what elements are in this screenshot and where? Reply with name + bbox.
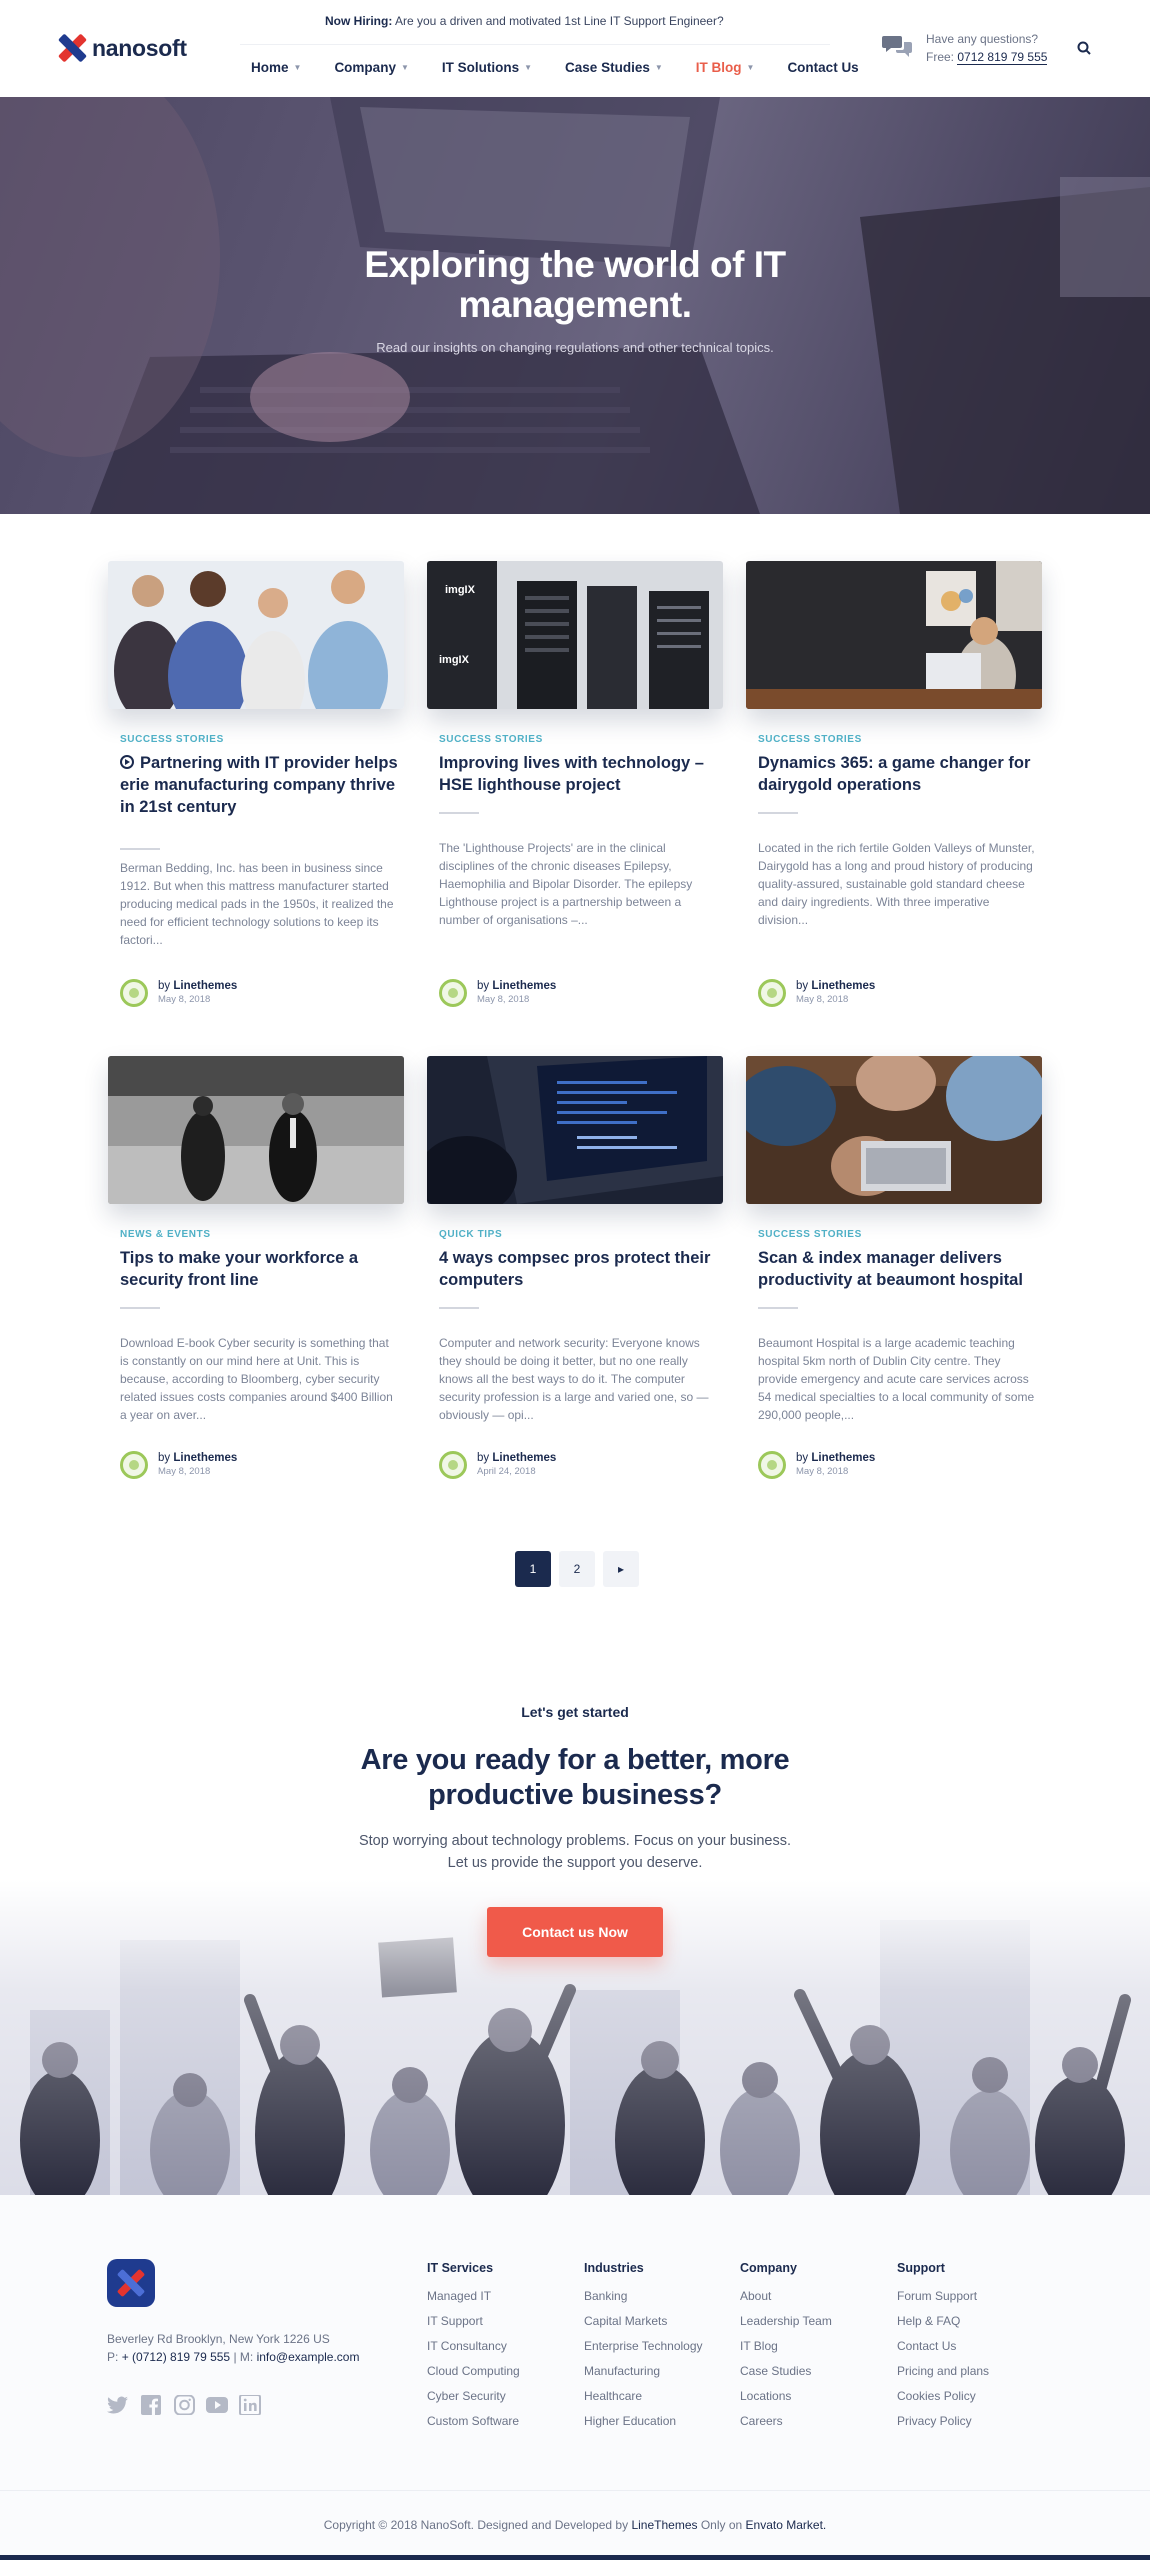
image-label: imgIX bbox=[439, 654, 469, 666]
logo-mark-icon bbox=[57, 33, 87, 63]
footer-col-title: Company bbox=[740, 2261, 797, 2275]
pagination bbox=[515, 1551, 647, 1587]
nav-contact-us[interactable] bbox=[787, 60, 858, 75]
header-phone[interactable]: 0712 819 79 555 bbox=[957, 50, 1048, 64]
social-links bbox=[107, 2395, 272, 2415]
post-author bbox=[758, 1451, 875, 1479]
cta-text-line: Let us provide the support you deserve. bbox=[447, 1855, 703, 1871]
footer-divider bbox=[0, 2490, 1150, 2491]
post-author bbox=[758, 979, 875, 1007]
play-circle-icon bbox=[120, 755, 134, 769]
by-label: by bbox=[796, 1452, 809, 1464]
post-excerpt: Beaumont Hospital is a large academic teaching hospital 5km north of Dublin City centre. They provide emergency and acute care services across 54 medical specialties to a local community of some 290,000 people,... bbox=[758, 1336, 1035, 1422]
footer-link[interactable]: Manufacturing bbox=[584, 2364, 661, 2378]
footer-link[interactable]: Cyber Security bbox=[427, 2389, 506, 2403]
nav-it-solutions-label: IT Solutions bbox=[441, 60, 520, 75]
footer-link[interactable]: Cloud Computing bbox=[427, 2364, 520, 2378]
image-label: imgIX bbox=[445, 584, 475, 596]
logo-text: nanosoft bbox=[92, 34, 187, 61]
post-category[interactable]: SUCCESS STORIES bbox=[439, 734, 543, 745]
footer-address bbox=[107, 2330, 359, 2366]
avatar bbox=[120, 1451, 148, 1479]
author-line bbox=[158, 980, 237, 993]
header-divider bbox=[240, 44, 830, 45]
post-excerpt: Computer and network security: Everyone knows they should be doing it better, but no one really knows all the best ways to do it. The computer security profession is a large and varied one, so — obviously — opi... bbox=[439, 1336, 709, 1422]
post-author bbox=[439, 979, 556, 1007]
avatar bbox=[439, 1451, 467, 1479]
hero-subtitle: Read our insights on changing regulations and other technical topics. bbox=[376, 340, 774, 355]
footer-link[interactable]: Pricing and plans bbox=[897, 2364, 990, 2378]
hero-title: Exploring the world of IT management. bbox=[364, 244, 786, 325]
linethemes-link[interactable]: LineThemes bbox=[631, 2518, 698, 2532]
footer-link[interactable]: IT Blog bbox=[740, 2339, 778, 2353]
author-meta bbox=[477, 980, 556, 1006]
post-image[interactable] bbox=[746, 561, 1042, 709]
post-image[interactable] bbox=[108, 561, 404, 709]
post-title[interactable]: Scan & index manager delivers productivity at beaumont hospital bbox=[758, 1249, 1023, 1289]
cta-text-line: Stop worrying about technology problems. Focus on your business. bbox=[358, 1833, 791, 1849]
post-excerpt: The 'Lighthouse Projects' are in the clinical disciplines of the chronic diseases Epilepsy, Haemophilia and Bipolar Disorder. The epilepsy Lighthouse project is a partnership between a number of organisations –... bbox=[439, 841, 693, 927]
title-underline bbox=[758, 812, 798, 814]
hiring-banner[interactable] bbox=[325, 14, 724, 28]
search-icon[interactable] bbox=[1077, 41, 1091, 55]
author-line bbox=[796, 1452, 875, 1465]
footer-email[interactable]: info@example.com bbox=[256, 2350, 360, 2364]
business-people-walking-photo bbox=[108, 1056, 404, 1204]
post-author bbox=[439, 1451, 556, 1479]
chevron-down-icon: ▼ bbox=[293, 63, 302, 72]
phone-line bbox=[926, 48, 1047, 66]
post-title[interactable]: 4 ways compsec pros protect their computers bbox=[439, 1249, 711, 1289]
chat-bubbles-icon bbox=[882, 33, 912, 59]
footer-col-title: IT Services bbox=[427, 2261, 494, 2275]
footer-link[interactable]: Leadership Team bbox=[740, 2314, 832, 2328]
footer-link[interactable]: Locations bbox=[740, 2389, 792, 2403]
post-category[interactable]: NEWS & EVENTS bbox=[120, 1229, 211, 1240]
post-title[interactable]: Improving lives with technology – HSE lighthouse project bbox=[439, 754, 704, 794]
page-2-button[interactable]: 2 bbox=[559, 1551, 595, 1587]
by-label: by bbox=[158, 980, 171, 992]
nav-it-solutions[interactable] bbox=[442, 60, 532, 75]
footer-link[interactable]: Capital Markets bbox=[584, 2314, 668, 2328]
author-line bbox=[477, 980, 556, 993]
phone-prefix: Free: bbox=[926, 50, 955, 64]
instagram-icon[interactable] bbox=[173, 2395, 195, 2415]
author-name[interactable]: Linethemes bbox=[811, 1452, 876, 1464]
post-category[interactable]: SUCCESS STORIES bbox=[758, 734, 862, 745]
by-label: by bbox=[477, 980, 490, 992]
post-date: May 8, 2018 bbox=[477, 994, 530, 1005]
footer-link[interactable]: Custom Software bbox=[427, 2414, 520, 2428]
footer-col-title: Support bbox=[897, 2261, 945, 2275]
nav-it-blog[interactable] bbox=[696, 60, 755, 75]
contact-us-button[interactable]: Contact us Now bbox=[487, 1907, 663, 1957]
author-line bbox=[796, 980, 875, 993]
questions-label: Have any questions? bbox=[926, 32, 1039, 46]
by-label: by bbox=[158, 1452, 171, 1464]
page-1-button[interactable]: 1 bbox=[515, 1551, 551, 1587]
author-name[interactable]: Linethemes bbox=[811, 980, 876, 992]
main-nav bbox=[251, 60, 892, 75]
chevron-down-icon: ▼ bbox=[654, 63, 663, 72]
footer-link[interactable]: Help & FAQ bbox=[897, 2314, 961, 2328]
by-label: by bbox=[477, 1452, 490, 1464]
post-author bbox=[120, 1451, 237, 1479]
author-meta bbox=[796, 980, 875, 1006]
footer-phone[interactable]: + (0712) 819 79 555 bbox=[121, 2350, 231, 2364]
footer-link[interactable]: Managed IT bbox=[427, 2289, 492, 2303]
footer-link[interactable]: Case Studies bbox=[740, 2364, 812, 2378]
post-date: April 24, 2018 bbox=[477, 1466, 536, 1477]
avatar bbox=[439, 979, 467, 1007]
post-title[interactable]: Dynamics 365: a game changer for dairygold operations bbox=[758, 754, 1031, 794]
bottom-bar bbox=[0, 2555, 1150, 2560]
post-title[interactable]: Tips to make your workforce a security front line bbox=[120, 1249, 359, 1289]
footer-link[interactable]: Careers bbox=[740, 2414, 783, 2428]
triangle-right-icon: ▸ bbox=[617, 1562, 625, 1576]
footer-link[interactable]: Forum Support bbox=[897, 2289, 978, 2303]
hero-banner bbox=[0, 97, 1150, 514]
footer-link[interactable]: Healthcare bbox=[584, 2389, 643, 2403]
footer-link[interactable]: Privacy Policy bbox=[897, 2414, 972, 2428]
laptop-code-photo bbox=[427, 1056, 723, 1204]
post-excerpt: Located in the rich fertile Golden Valleys of Munster, Dairygold has a long and proud history of producing quality-assured, sustainable gold standard cheese and dairy ingredients. With three imperative division... bbox=[758, 841, 1035, 927]
footer-link[interactable]: IT Consultancy bbox=[427, 2339, 507, 2353]
footer-link[interactable]: Contact Us bbox=[897, 2339, 957, 2353]
post-title[interactable] bbox=[120, 752, 400, 818]
post-category[interactable]: SUCCESS STORIES bbox=[758, 1229, 862, 1240]
hiring-label: Now Hiring: bbox=[325, 14, 393, 28]
footer-link[interactable]: Higher Education bbox=[584, 2414, 677, 2428]
nav-home-label: Home bbox=[251, 60, 289, 75]
chevron-down-icon: ▼ bbox=[746, 63, 755, 72]
post-image[interactable] bbox=[427, 1056, 723, 1204]
author-meta bbox=[796, 1452, 875, 1478]
title-underline bbox=[439, 1307, 479, 1309]
youtube-icon[interactable] bbox=[206, 2395, 228, 2415]
post-date: May 8, 2018 bbox=[796, 1466, 849, 1477]
footer-link[interactable]: Enterprise Technology bbox=[584, 2339, 703, 2353]
avatar bbox=[758, 979, 786, 1007]
nav-it-blog-label: IT Blog bbox=[695, 60, 742, 75]
avatar bbox=[758, 1451, 786, 1479]
post-category[interactable]: SUCCESS STORIES bbox=[120, 734, 224, 745]
hands-on-laptop-photo bbox=[746, 1056, 1042, 1204]
by-label: by bbox=[796, 980, 809, 992]
post-date: May 8, 2018 bbox=[158, 1466, 211, 1477]
footer-link[interactable]: IT Support bbox=[427, 2314, 483, 2328]
twitter-icon[interactable] bbox=[107, 2395, 129, 2415]
title-underline bbox=[758, 1307, 798, 1309]
site-footer bbox=[0, 2195, 1150, 2560]
cta-text bbox=[300, 1830, 850, 1874]
post-excerpt: Berman Bedding, Inc. has been in business since 1912. But when this mattress manufacturer started producing medical pads in the 1950s, it realized the need for efficient technology solutions to keep its factori... bbox=[120, 861, 394, 947]
facebook-icon[interactable] bbox=[140, 2395, 162, 2415]
author-line bbox=[477, 1452, 556, 1465]
address-line: Beverley Rd Brooklyn, New York 1226 US bbox=[107, 2332, 330, 2346]
footer-col-it-services bbox=[427, 2261, 520, 2434]
author-name[interactable]: Linethemes bbox=[173, 980, 238, 992]
post-image[interactable] bbox=[746, 1056, 1042, 1204]
post-image[interactable] bbox=[427, 561, 723, 709]
title-underline bbox=[120, 848, 160, 850]
author-name[interactable]: Linethemes bbox=[492, 1452, 557, 1464]
copyright-text: Copyright © 2018 NanoSoft. Designed and Developed by bbox=[323, 2518, 629, 2532]
author-name[interactable]: Linethemes bbox=[173, 1452, 238, 1464]
contact-line bbox=[107, 2348, 359, 2366]
team-thumbs-up-photo bbox=[108, 561, 404, 709]
author-name[interactable]: Linethemes bbox=[492, 980, 557, 992]
envato-market-link[interactable]: Envato Market. bbox=[745, 2518, 827, 2532]
site-header bbox=[0, 0, 1150, 97]
author-meta bbox=[158, 1452, 237, 1478]
nav-contact-us-label: Contact Us bbox=[787, 60, 859, 75]
footer-col-title: Industries bbox=[584, 2261, 644, 2275]
post-date: May 8, 2018 bbox=[158, 994, 211, 1005]
phone-label: P: bbox=[107, 2350, 119, 2364]
man-at-laptop-photo bbox=[746, 561, 1042, 709]
post-excerpt: Download E-book Cyber security is something that is constantly on our mind here at Unit. This is because, according to Bloomberg, cyber security related issues costs companies around $400 Billion a year on aver... bbox=[120, 1336, 393, 1422]
cta-kicker: Let's get started bbox=[521, 1704, 629, 1720]
post-author bbox=[120, 979, 237, 1007]
footer-col-support bbox=[897, 2261, 989, 2434]
hiring-text: Are you a driven and motivated 1st Line IT Support Engineer? bbox=[395, 14, 724, 28]
post-image[interactable] bbox=[108, 1056, 404, 1204]
chevron-down-icon: ▼ bbox=[524, 63, 533, 72]
logo[interactable] bbox=[57, 33, 187, 63]
avatar bbox=[120, 979, 148, 1007]
nav-home[interactable] bbox=[251, 60, 301, 75]
linkedin-icon[interactable] bbox=[239, 2395, 261, 2415]
nav-company[interactable] bbox=[334, 60, 408, 75]
copyright bbox=[0, 2518, 1150, 2532]
copyright-text: Only on bbox=[700, 2518, 743, 2532]
author-meta bbox=[477, 1452, 556, 1478]
author-meta bbox=[158, 980, 237, 1006]
email-label: | M: bbox=[233, 2350, 254, 2364]
footer-col-company bbox=[740, 2261, 832, 2434]
title-underline bbox=[120, 1307, 160, 1309]
title-underline bbox=[439, 812, 479, 814]
footer-logo[interactable] bbox=[107, 2259, 155, 2307]
footer-link[interactable]: About bbox=[740, 2289, 772, 2303]
post-title-text: Partnering with IT provider helps erie manufacturing company thrive in 21st century bbox=[120, 754, 398, 816]
author-line bbox=[158, 1452, 237, 1465]
chevron-down-icon: ▼ bbox=[400, 63, 409, 72]
footer-link[interactable]: Banking bbox=[584, 2289, 628, 2303]
nav-case-studies[interactable] bbox=[565, 60, 663, 75]
post-date: May 8, 2018 bbox=[796, 994, 849, 1005]
next-page-button[interactable] bbox=[603, 1551, 639, 1587]
footer-link[interactable]: Cookies Policy bbox=[897, 2389, 976, 2403]
nav-case-studies-label: Case Studies bbox=[565, 60, 650, 75]
server-racks-photo bbox=[427, 561, 723, 709]
contact-info bbox=[926, 30, 1047, 66]
cta-title: Are you ready for a better, more productive business? bbox=[360, 1744, 790, 1811]
nav-company-label: Company bbox=[334, 60, 396, 75]
post-category[interactable]: QUICK TIPS bbox=[439, 1229, 503, 1240]
footer-col-industries bbox=[584, 2261, 703, 2434]
